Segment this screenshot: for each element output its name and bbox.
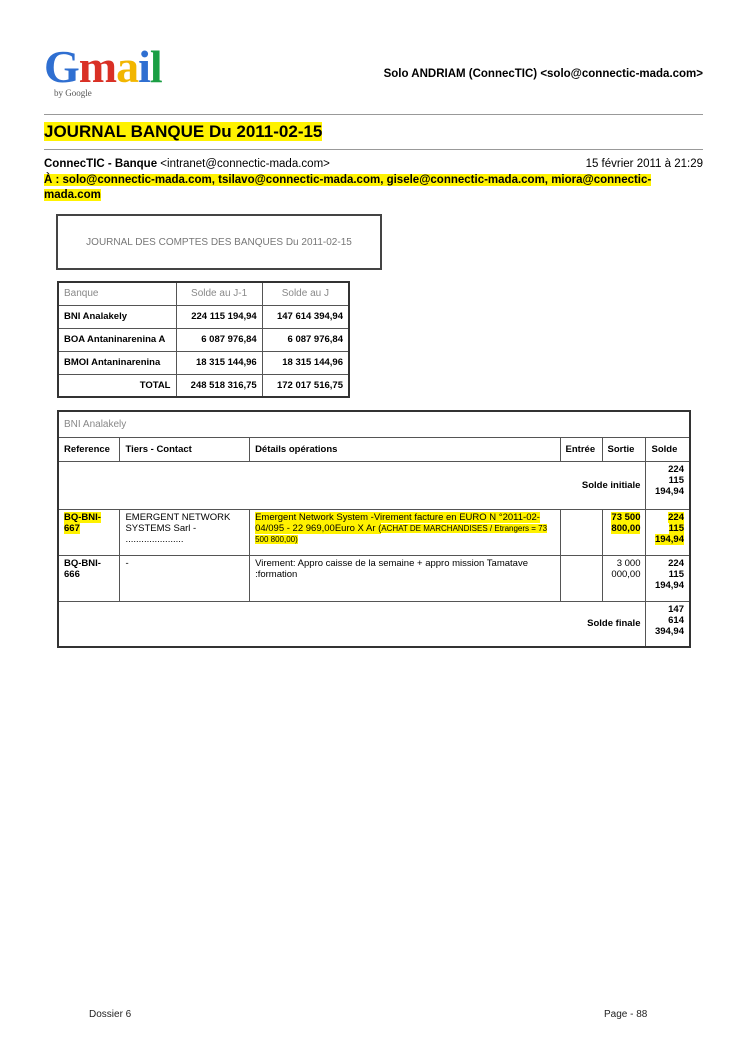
details-cell: Virement: Appro caisse de la semaine + appro mission Tamatave :formation	[250, 555, 560, 601]
header-cell: Sortie	[602, 437, 646, 461]
details-main: Emergent Network System -Virement facture en EURO N °2011-02-04/095 - 22 969,00Euro X Ar (	[255, 511, 540, 534]
total-today: 172 017 516,75	[262, 374, 349, 397]
table-row	[58, 509, 690, 555]
bank-name: BOA Antaninarenina A	[58, 328, 176, 351]
total-label: TOTAL	[58, 374, 176, 397]
ref-cell: BQ-BNI-667	[58, 509, 120, 555]
summary-header-row	[58, 282, 349, 305]
balance-prev: 6 087 976,84	[176, 328, 262, 351]
balance-today: 147 614 394,94	[262, 305, 349, 328]
from-email: <intranet@connectic-mada.com>	[160, 158, 330, 170]
email-recipients	[44, 173, 703, 203]
header-cell: Entrée	[560, 437, 602, 461]
total-prev: 248 518 316,75	[176, 374, 262, 397]
tiers-cell: EMERGENT NETWORK SYSTEMS Sarl - ......................	[120, 509, 250, 555]
table-row	[58, 351, 349, 374]
bank-detail-table	[57, 410, 691, 648]
table-row	[58, 328, 349, 351]
ref-cell: BQ-BNI-666	[58, 555, 120, 601]
table-row	[58, 555, 690, 601]
gmail-logo-wordmark	[44, 41, 184, 92]
detail-caption: BNI Analakely	[58, 411, 690, 437]
sortie-cell: 3 000 000,00	[602, 555, 646, 601]
logo-letter-4: l	[149, 41, 162, 92]
tiers-cell: -	[120, 555, 250, 601]
details-small: ACHAT DE MARCHANDISES / Etrangers = 73 500 800,00)	[255, 523, 548, 544]
entree-cell	[560, 555, 602, 601]
footer-dossier: Dossier 6	[89, 1009, 132, 1020]
footer-page-number: Page - 88	[604, 1009, 648, 1020]
initial-balance-label: Solde initiale	[58, 461, 646, 509]
balance-prev: 18 315 144,96	[176, 351, 262, 374]
total-row	[58, 374, 349, 397]
header-cell: Solde au J-1	[176, 282, 262, 305]
final-balance-value: 147 614 394,94	[646, 601, 690, 647]
header-cell: Banque	[58, 282, 176, 305]
details-cell	[250, 509, 560, 555]
header-cell: Tiers - Contact	[120, 437, 250, 461]
balance-today: 18 315 144,96	[262, 351, 349, 374]
header-cell: Solde au J	[262, 282, 349, 305]
bank-name: BMOI Antaninarenina	[58, 351, 176, 374]
email-subject: JOURNAL BANQUE Du 2011-02-15	[44, 122, 323, 141]
solde-cell: 224 115 194,94	[646, 509, 690, 555]
journal-title: JOURNAL DES COMPTES DES BANQUES Du 2011-02-15	[86, 236, 352, 248]
solde-cell: 224 115 194,94	[646, 555, 690, 601]
balance-prev: 224 115 194,94	[176, 305, 262, 328]
header-cell: Solde	[646, 437, 690, 461]
top-divider	[44, 114, 703, 115]
email-date: 15 février 2011 à 21:29	[585, 158, 703, 170]
bank-summary-table	[57, 281, 350, 398]
journal-title-box	[56, 214, 382, 270]
initial-balance-value: 224 115 194,94	[646, 461, 690, 509]
logo-letter-3: i	[138, 41, 150, 92]
final-balance-row	[58, 601, 690, 647]
detail-header-row	[58, 437, 690, 461]
logo-letter-1: m	[78, 41, 117, 92]
account-header: Solo ANDRIAM (ConnecTIC) <solo@connectic-mada.com>	[383, 68, 703, 80]
balance-today: 6 087 976,84	[262, 328, 349, 351]
sortie-cell: 73 500 800,00	[602, 509, 646, 555]
header-cell: Détails opérations	[250, 437, 560, 461]
entree-cell	[560, 509, 602, 555]
table-row	[58, 305, 349, 328]
logo-letter-0: G	[44, 41, 79, 92]
email-from-line	[44, 158, 703, 170]
recipients-list: À : solo@connectic-mada.com, tsilavo@connectic-mada.com, gisele@connectic-mada.com, miora@connectic-mada.com	[44, 174, 652, 201]
gmail-logo	[44, 41, 184, 104]
header-cell: Reference	[58, 437, 120, 461]
from-name: ConnecTIC - Banque	[44, 158, 158, 170]
initial-balance-row	[58, 461, 690, 509]
final-balance-label: Solde finale	[58, 601, 646, 647]
bank-name: BNI Analakely	[58, 305, 176, 328]
subject-divider	[44, 149, 703, 150]
detail-caption-row	[58, 411, 690, 437]
logo-byline: by Google	[54, 88, 92, 98]
logo-letter-2: a	[116, 41, 139, 92]
